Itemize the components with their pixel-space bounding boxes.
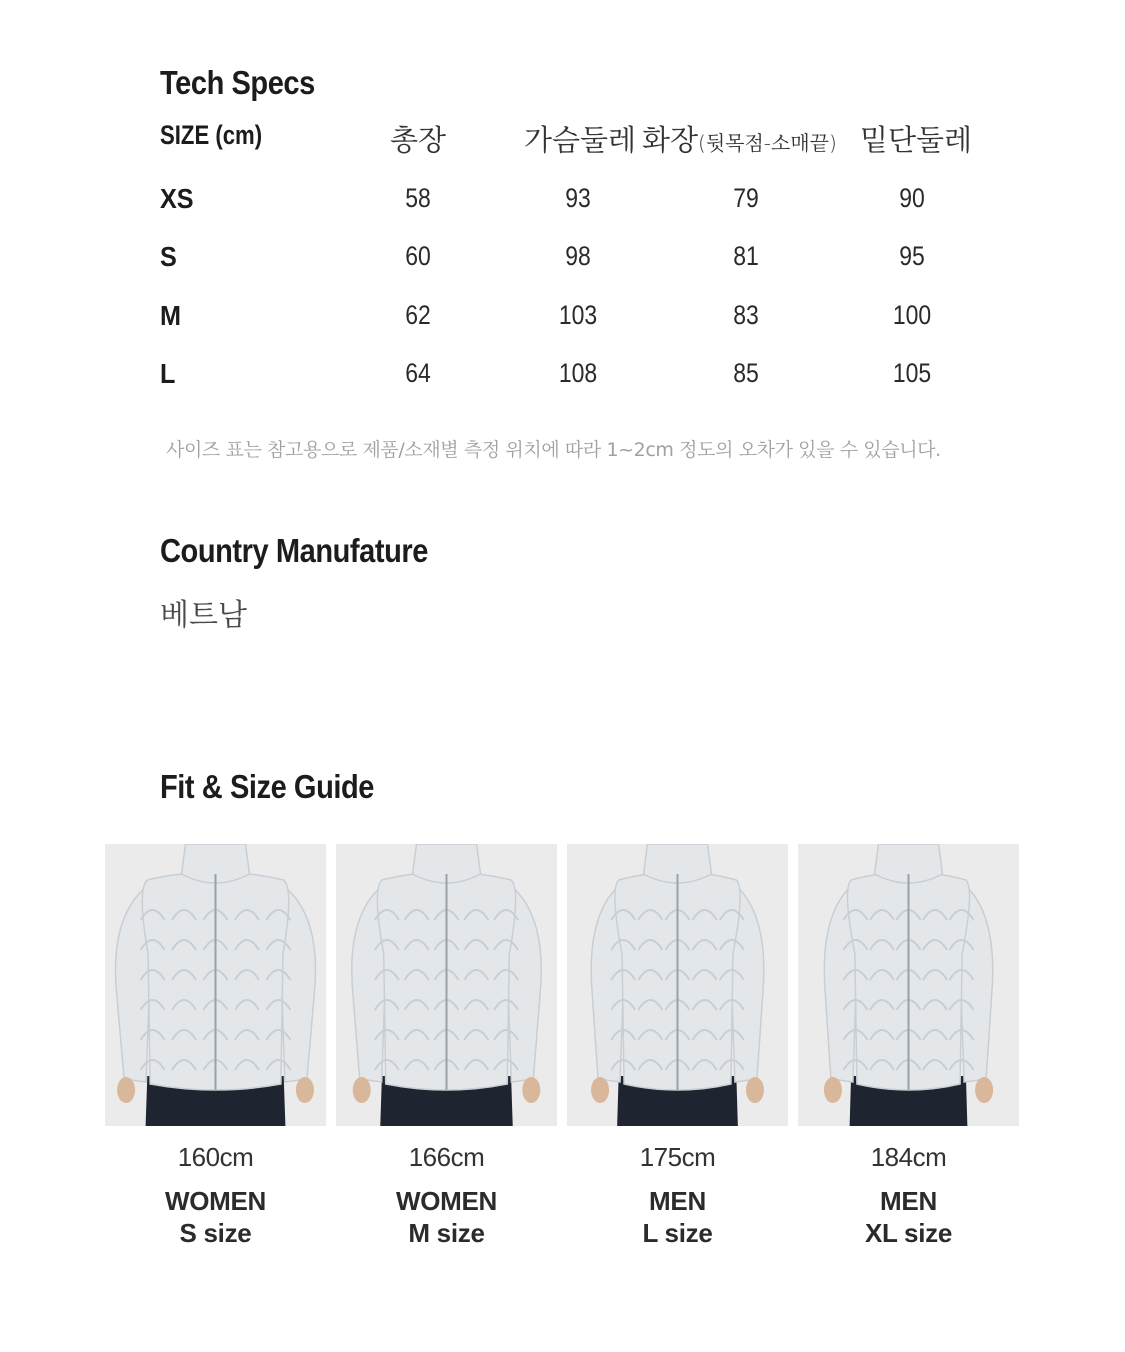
right-hand <box>975 1077 993 1103</box>
fit-guide-grid <box>105 844 1020 1264</box>
model-photo <box>567 844 788 1126</box>
model-gender: WOMEN <box>164 1186 267 1216</box>
row-sleeve: 85 <box>733 358 759 388</box>
table-row <box>160 352 990 411</box>
table-row <box>160 294 990 353</box>
left-hand <box>117 1077 135 1103</box>
country-title: Country Manufature <box>160 532 428 569</box>
row-chest: 98 <box>565 241 591 271</box>
tech-specs-title: Tech Specs <box>160 64 315 101</box>
jacket-illustration <box>567 844 788 1126</box>
header-sleeve <box>642 118 837 159</box>
fit-guide-title: Fit & Size Guide <box>160 768 375 805</box>
model-label <box>567 1185 788 1249</box>
jacket-illustration <box>336 844 557 1126</box>
header-sleeve-note: (뒷목점-소매끝) <box>698 131 837 155</box>
model-height: 184cm <box>870 1142 947 1172</box>
row-total-length: 64 <box>405 358 431 388</box>
left-hand <box>591 1077 609 1103</box>
row-hem: 95 <box>899 241 925 271</box>
model-size: L size <box>642 1218 713 1248</box>
size-note: 사이즈 표는 참고용으로 제품/소재별 측정 위치에 따라 1~2cm 정도의 오차가 있을 수 있습니다. <box>166 439 941 461</box>
right-hand <box>746 1077 764 1103</box>
model-label <box>105 1185 326 1249</box>
row-hem: 90 <box>899 182 925 213</box>
size-table <box>160 118 990 411</box>
fit-card <box>105 844 326 1249</box>
fit-card <box>336 844 557 1249</box>
jacket-illustration <box>105 844 326 1126</box>
model-size: XL size <box>864 1218 953 1248</box>
model-size: S size <box>179 1218 252 1248</box>
left-hand <box>353 1077 371 1103</box>
row-total-length: 60 <box>405 241 431 271</box>
row-hem: 105 <box>892 358 932 388</box>
model-gender: WOMEN <box>395 1186 498 1216</box>
model-label <box>798 1185 1019 1249</box>
row-chest: 108 <box>558 358 598 388</box>
row-total-length: 58 <box>405 182 431 213</box>
row-size: XS <box>160 182 194 214</box>
model-gender: MEN <box>880 1186 937 1216</box>
right-hand <box>296 1077 314 1103</box>
row-chest: 103 <box>558 299 598 330</box>
row-hem: 100 <box>892 299 932 330</box>
right-hand <box>522 1077 540 1103</box>
model-height: 160cm <box>177 1142 254 1172</box>
header-sleeve-label: 화장 <box>642 123 699 157</box>
country-value: 베트남 <box>160 598 247 633</box>
table-row <box>160 177 990 236</box>
model-gender: MEN <box>649 1186 706 1216</box>
header-size: SIZE (cm) <box>160 120 263 150</box>
model-photo <box>798 844 1019 1126</box>
table-row <box>160 235 990 294</box>
header-chest: 가슴둘레 <box>524 123 637 157</box>
row-sleeve: 79 <box>733 182 759 213</box>
model-height: 166cm <box>408 1142 485 1172</box>
fit-card <box>798 844 1019 1249</box>
row-size: L <box>160 358 176 389</box>
model-photo <box>105 844 326 1126</box>
header-total-length: 총장 <box>390 123 447 157</box>
model-size: M size <box>408 1218 485 1248</box>
header-hem: 밑단둘레 <box>860 123 973 157</box>
model-photo <box>336 844 557 1126</box>
row-size: M <box>160 299 181 331</box>
row-sleeve: 81 <box>733 241 759 271</box>
row-size: S <box>160 241 177 272</box>
jacket-illustration <box>798 844 1019 1126</box>
size-table-header <box>160 118 990 177</box>
model-height: 175cm <box>639 1142 716 1172</box>
row-total-length: 62 <box>405 299 431 330</box>
row-sleeve: 83 <box>733 299 759 330</box>
fit-card <box>567 844 788 1249</box>
row-chest: 93 <box>565 182 591 213</box>
left-hand <box>824 1077 842 1103</box>
model-label <box>336 1185 557 1249</box>
